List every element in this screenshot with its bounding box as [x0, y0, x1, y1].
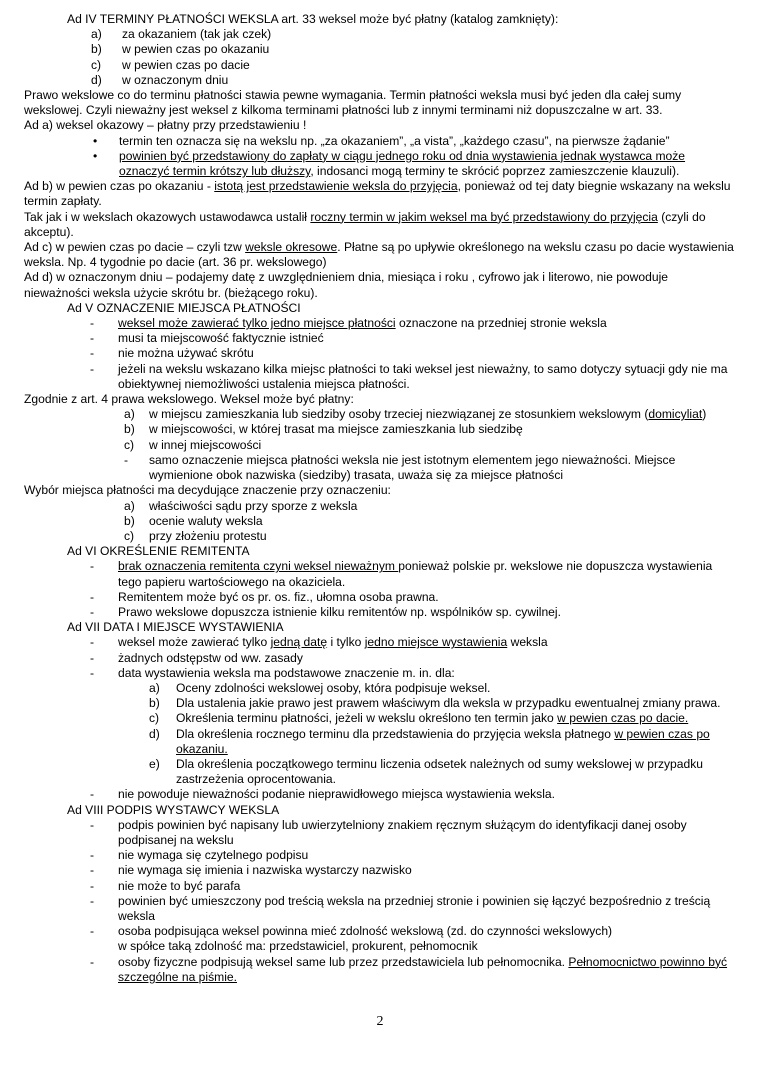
section-viii-heading: Ad VIII PODPIS WYSTAWCY WEKSLA — [67, 802, 280, 817]
list-item: - osoby fizyczne podpisują weksel same lub przez przedstawiciela lub pełnomocnika. Pełnomocnictwo powinno być szczególne na piśmie. — [90, 954, 728, 984]
list-item: - nie może to być parafa — [90, 878, 241, 893]
list-item: • termin ten oznacza się na wekslu np. „za okazaniem”, „a vista”, „każdego czasu”, na pierwsze żądanie” — [24, 134, 736, 149]
paragraph: Ad d) w oznaczonym dniu – podajemy datę z uwzględnieniem dnia, miesiąca i roku , cyfrowo jak i literowo, nie powoduje nieważności weksla użycie skrótu br. (bieżącego roku). — [24, 270, 668, 300]
section-vii-heading: Ad VII DATA I MIEJSCE WYSTAWIENIA — [67, 620, 284, 635]
list-item: a) w miejscu zamieszkania lub siedziby osoby trzeciej niezwiązanej ze stosunkiem wekslowym (domicyliat) — [124, 407, 707, 422]
bullet-icon: • — [93, 148, 98, 163]
list-item: c) w innej miejscowości — [124, 437, 262, 452]
list-item: - Remitentem może być os pr. os. fiz., ułomna osoba prawna. — [90, 589, 439, 604]
list-item: - data wystawienia weksla ma podstawowe znaczenie m. in. dla: — [90, 665, 455, 680]
list-item: c) przy złożeniu protestu — [124, 528, 267, 543]
list-item: - żadnych odstępstw od ww. zasady — [90, 650, 303, 665]
list-item: - brak oznaczenia remitenta czyni weksel nieważnym ponieważ polskie pr. wekslowe nie dopuszcza wystawienia tego papieru wartościowego na okaziciela. — [90, 559, 713, 589]
payment-terms-list — [24, 27, 736, 88]
list-item: - nie powoduje nieważności podanie nieprawidłowego miejsca wystawienia weksla. — [90, 787, 555, 802]
list-item: - nie wymaga się czytelnego podpisu — [90, 848, 309, 863]
section-v-heading: Ad V OZNACZENIE MIEJSCA PŁATNOŚCI — [67, 300, 301, 315]
list-item: a) za okazaniem (tak jak czek) — [91, 27, 272, 42]
paragraph: Ad b) w pewien czas po okazaniu - istotą jest przedstawienie weksla do przyjęcia, ponieważ od tej daty biegnie wskazany na wekslu termin zapłaty. — [24, 179, 731, 209]
list-item: d) Dla określenia rocznego terminu dla przedstawienia do przyjęcia weksla płatnego w pewien czas po okazaniu. — [149, 726, 710, 756]
list-item: d) w oznaczonym dniu — [91, 72, 229, 87]
paragraph: Ad c) w pewien czas po dacie – czyli tzw weksle okresowe. Płatne są po upływie określonego na wekslu czasu po dacie wystawienia weksla. Np. 4 tygodnie po dacie (art. 36 pr. wekslowego) — [24, 240, 734, 270]
paragraph: Ad a) weksel okazowy – płatny przy przedstawieniu ! — [24, 118, 307, 133]
list-item: - powinien być umieszczony pod treścią weksla na przedniej stronie i powinien się łączyć bezpośrednio z treścią weksla — [90, 893, 711, 923]
list-item: b) w pewien czas po okazaniu — [91, 42, 270, 57]
list-item: - nie można używać skrótu — [90, 346, 254, 361]
list-item: - osoba podpisująca weksel powinna mieć zdolność wekslową (zd. do czynności wekslowych) w spółce taką zdolność ma: przedstawiciel, prokurent, pełnomocnik — [90, 924, 613, 954]
paragraph: Zgodnie z art. 4 prawa wekslowego. Weksel może być płatny: — [24, 392, 354, 407]
section-vi-heading: Ad VI OKREŚLENIE REMITENTA — [67, 544, 250, 559]
list-item: a) właściwości sądu przy sporze z weksla — [124, 498, 358, 513]
section-iv-heading: Ad IV TERMINY PŁATNOŚCI WEKSLA art. 33 weksel może być płatny (katalog zamknięty): — [67, 12, 559, 26]
list-item: - jeżeli na wekslu wskazano kilka miejsc płatności to taki weksel jest nieważny, to samo dotyczy sytuacji gdy nie ma obiektywnej niemożliwości ustalenia miejsca płatności. — [90, 361, 728, 391]
paragraph: Prawo wekslowe co do terminu płatności stawia pewne wymagania. Termin płatności weksla musi być jeden dla całej sumy wekslowej. Czyli nieważny jest weksel z kilkoma terminami płatności lub z innymi terminami niż dopuszczalne w art. 33. — [24, 88, 682, 118]
list-item: c) w pewien czas po dacie — [91, 57, 250, 72]
bullet-icon: • — [93, 133, 98, 148]
list-item: • powinien być przedstawiony do zapłaty w ciągu jednego roku od dnia wystawienia jednak wystawca może oznaczyć termin krótszy lub dłuższy, indosanci mogą terminy te skrócić poprzez zamieszczenie klauzuli). — [24, 149, 736, 179]
list-item: e) Dla określenia początkowego terminu liczenia odsetek należnych od sumy wekslowej w przypadku zastrzeżenia oprocentowania. — [149, 756, 704, 787]
list-item: b) Dla ustalenia jakie prawo jest prawem właściwym dla weksla w przypadku ewentualnej zmiany prawa. — [149, 696, 721, 711]
list-item: c) Określenia terminu płatności, jeżeli w wekslu określono ten termin jako w pewien czas po dacie. — [149, 711, 689, 726]
list-item: a) Oceny zdolności wekslowej osoby, która podpisuje weksel. — [149, 680, 491, 695]
list-item: - musi ta miejscowość faktycznie istnieć — [90, 331, 324, 346]
list-item: - Prawo wekslowe dopuszcza istnienie kilku remitentów np. wspólników sp. cywilnej. — [90, 604, 561, 619]
list-item: - weksel może zawierać tylko jedną datę i tylko jedno miejsce wystawienia weksla — [90, 635, 548, 650]
list-item: - weksel może zawierać tylko jedno miejsce płatności oznaczone na przedniej stronie weksla — [90, 316, 607, 331]
list-item: - nie wymaga się imienia i nazwiska wystarczy nazwisko — [90, 863, 412, 878]
list-item: - samo oznaczenie miejsca płatności weksla nie jest istotnym elementem jego nieważności. Miejsce wymienione obok nazwiska (siedziby) trasata, uważa się za miejsce płatności — [124, 452, 676, 483]
paragraph: Wybór miejsca płatności ma decydujące znaczenie przy oznaczeniu: — [24, 483, 391, 498]
paragraph: Tak jak i w wekslach okazowych ustawodawca ustalił roczny termin w jakim weksel ma być przedstawiony do przyjęcia (czyli do akceptu). — [24, 209, 706, 239]
page-number: 2 — [376, 1014, 384, 1029]
list-item: b) w miejscowości, w której trasat ma miejsce zamieszkania lub siedzibę — [124, 422, 523, 437]
list-item: - podpis powinien być napisany lub uwierzytelniony znakiem ręcznym służącym do identyfikacji danej osoby podpisanej na wekslu — [90, 817, 687, 847]
list-item: b) ocenie waluty weksla — [124, 513, 263, 528]
